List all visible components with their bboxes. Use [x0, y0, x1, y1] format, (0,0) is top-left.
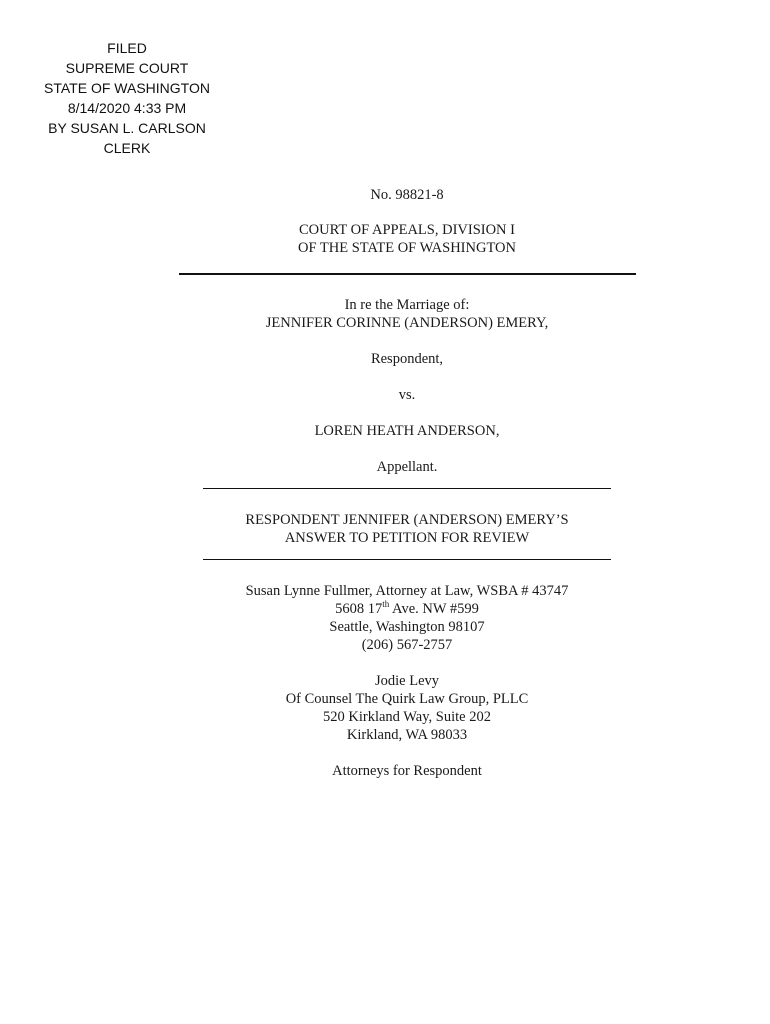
- stamp-filed: FILED: [107, 40, 147, 56]
- respondent-role: Respondent,: [370, 351, 444, 367]
- attorney1-city: Seattle, Washington 98107: [329, 619, 485, 635]
- title-divider-top: [203, 488, 611, 489]
- caption-divider-top: [179, 273, 636, 275]
- stamp-datetime: 8/14/2020 4:33 PM: [67, 100, 187, 116]
- stamp-court: SUPREME COURT: [65, 60, 189, 76]
- court-name-line2: OF THE STATE OF WASHINGTON: [298, 240, 516, 256]
- attorney1-address: [22, 600, 770, 618]
- court-name-line1: COURT OF APPEALS, DIVISION I: [299, 222, 515, 238]
- attorney1-address-street: Ave. NW #599: [389, 601, 479, 617]
- versus-label: vs.: [398, 387, 416, 403]
- attorney1-address-number: 5608 17: [335, 601, 383, 617]
- attorney2-address: 520 Kirkland Way, Suite 202: [323, 709, 491, 725]
- attorney2-city: Kirkland, WA 98033: [346, 727, 468, 743]
- attorney2-firm: Of Counsel The Quirk Law Group, PLLC: [285, 691, 529, 707]
- title-divider-bottom: [203, 559, 611, 560]
- filing-stamp: [40, 38, 214, 158]
- appellant-name: LOREN HEATH ANDERSON,: [314, 423, 500, 439]
- appellant-role: Appellant.: [376, 459, 438, 475]
- attorneys-for-label: Attorneys for Respondent: [332, 763, 482, 779]
- respondent-name: JENNIFER CORINNE (ANDERSON) EMERY,: [265, 315, 549, 331]
- in-re-label: In re the Marriage of:: [344, 297, 470, 313]
- attorney2-name: Jodie Levy: [374, 673, 440, 689]
- document-title-line1: RESPONDENT JENNIFER (ANDERSON) EMERY’S: [245, 512, 569, 528]
- stamp-state: STATE OF WASHINGTON: [44, 80, 210, 96]
- stamp-clerk-name: BY SUSAN L. CARLSON: [48, 120, 206, 136]
- attorney1-address-ordinal: th: [382, 599, 390, 610]
- stamp-clerk-title: CLERK: [103, 140, 151, 156]
- attorney1-name: Susan Lynne Fullmer, Attorney at Law, WSBA # 43747: [245, 583, 569, 599]
- attorney1-phone: (206) 567-2757: [361, 637, 453, 653]
- case-number: No. 98821-8: [370, 187, 444, 203]
- document-title-line2: ANSWER TO PETITION FOR REVIEW: [284, 530, 530, 546]
